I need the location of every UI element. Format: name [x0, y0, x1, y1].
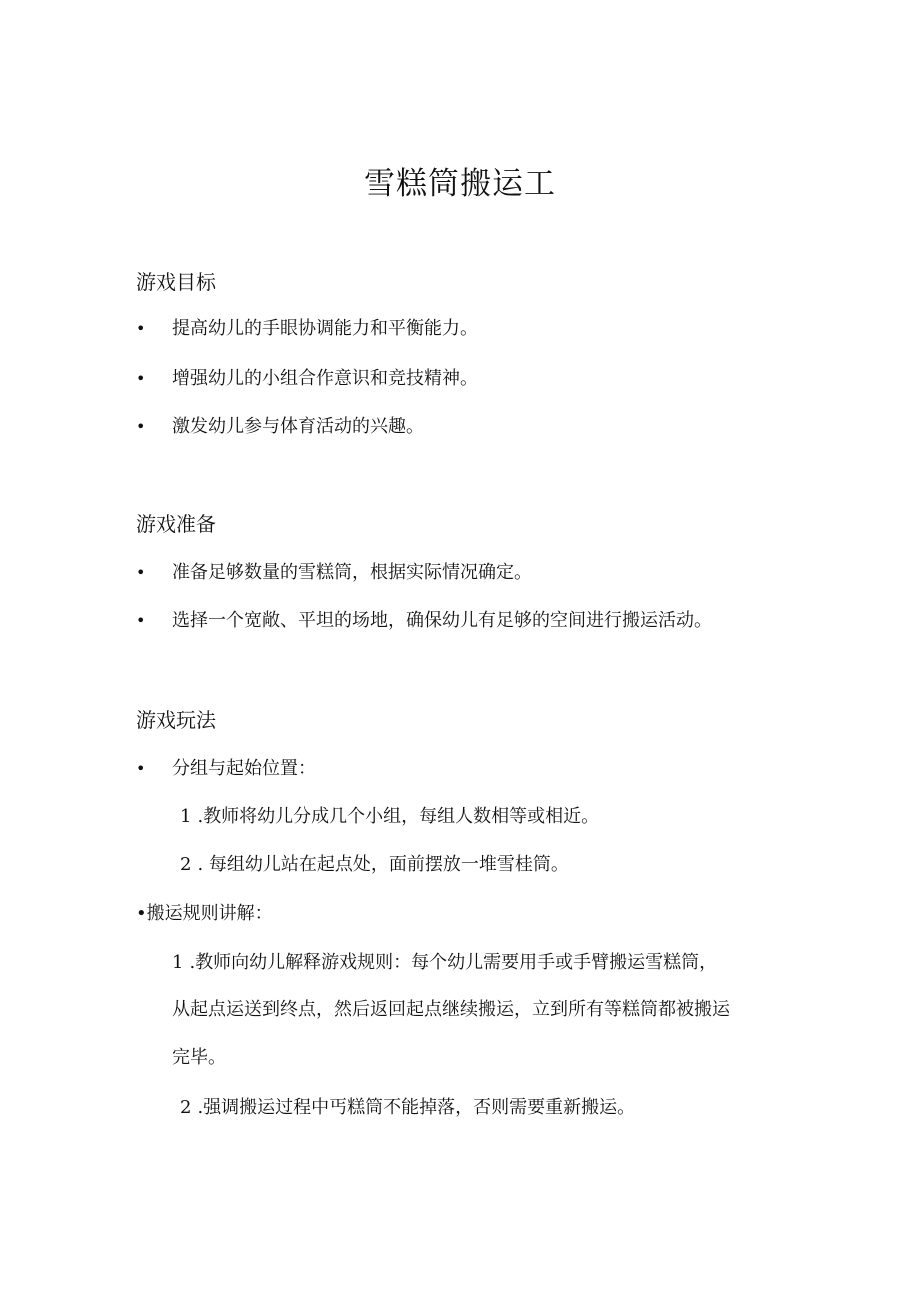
- step-number: 2: [180, 1097, 198, 1118]
- step-number: 1: [172, 952, 190, 973]
- prep-item-2: 选择一个宽敞、平坦的场地，确保幼儿有足够的空间进行搬运活动。: [172, 610, 712, 631]
- step-text: .强调搬运过程中丐糕筒不能掉落，否则需要重新搬运。: [197, 1097, 636, 1118]
- gameplay-group2-step1-line3: 完毕。: [172, 1047, 226, 1068]
- gameplay-group2-step1-line1: [172, 950, 717, 976]
- gameplay-group2-step1-line2: 从起点运送到终点，然后返回起点继续搬运，立到所有等糕筒都被搬运: [172, 999, 730, 1020]
- gameplay-group1-step2: [180, 852, 569, 878]
- section-heading-goals: 游戏目标: [136, 270, 216, 294]
- gameplay-group2-label: •搬运规则讲解：: [136, 903, 273, 924]
- bullet-marker: •: [136, 369, 146, 388]
- goal-item-1: 提高幼儿的手眼协调能力和平衡能力。: [172, 318, 478, 339]
- section-heading-preparation: 游戏准备: [136, 512, 216, 536]
- step-number: 2: [180, 854, 198, 875]
- gameplay-group2-step2: [180, 1095, 635, 1121]
- bullet-marker: •: [136, 611, 146, 630]
- bullet-marker: •: [136, 563, 146, 582]
- step-number: 1: [180, 806, 198, 827]
- page-title: 雪糕筒搬运工: [364, 166, 556, 202]
- section-heading-gameplay: 游戏玩法: [136, 708, 216, 732]
- bullet-marker: •: [136, 417, 146, 436]
- goal-item-2: 增强幼儿的小组合作意识和竞技精神。: [172, 368, 478, 389]
- step-text: . 每组幼儿站在起点处，面前摆放一堆雪桂筒。: [197, 854, 569, 875]
- bullet-marker: •: [136, 759, 146, 778]
- prep-item-1: 准备足够数量的雪糕筒，根据实际情况确定。: [172, 562, 532, 583]
- gameplay-group1-step1: [180, 804, 599, 830]
- bullet-marker: •: [136, 319, 146, 338]
- step-text: .教师将幼儿分成几个小组，每组人数相等或相近。: [197, 806, 600, 827]
- goal-item-3: 激发幼儿参与体育活动的兴趣。: [172, 416, 424, 437]
- gameplay-group1-label: 分组与起始位置：: [172, 758, 316, 779]
- step-text: .教师向幼儿解释游戏规则：每个幼儿需要用手或手臂搬运雪糕筒，: [189, 952, 718, 973]
